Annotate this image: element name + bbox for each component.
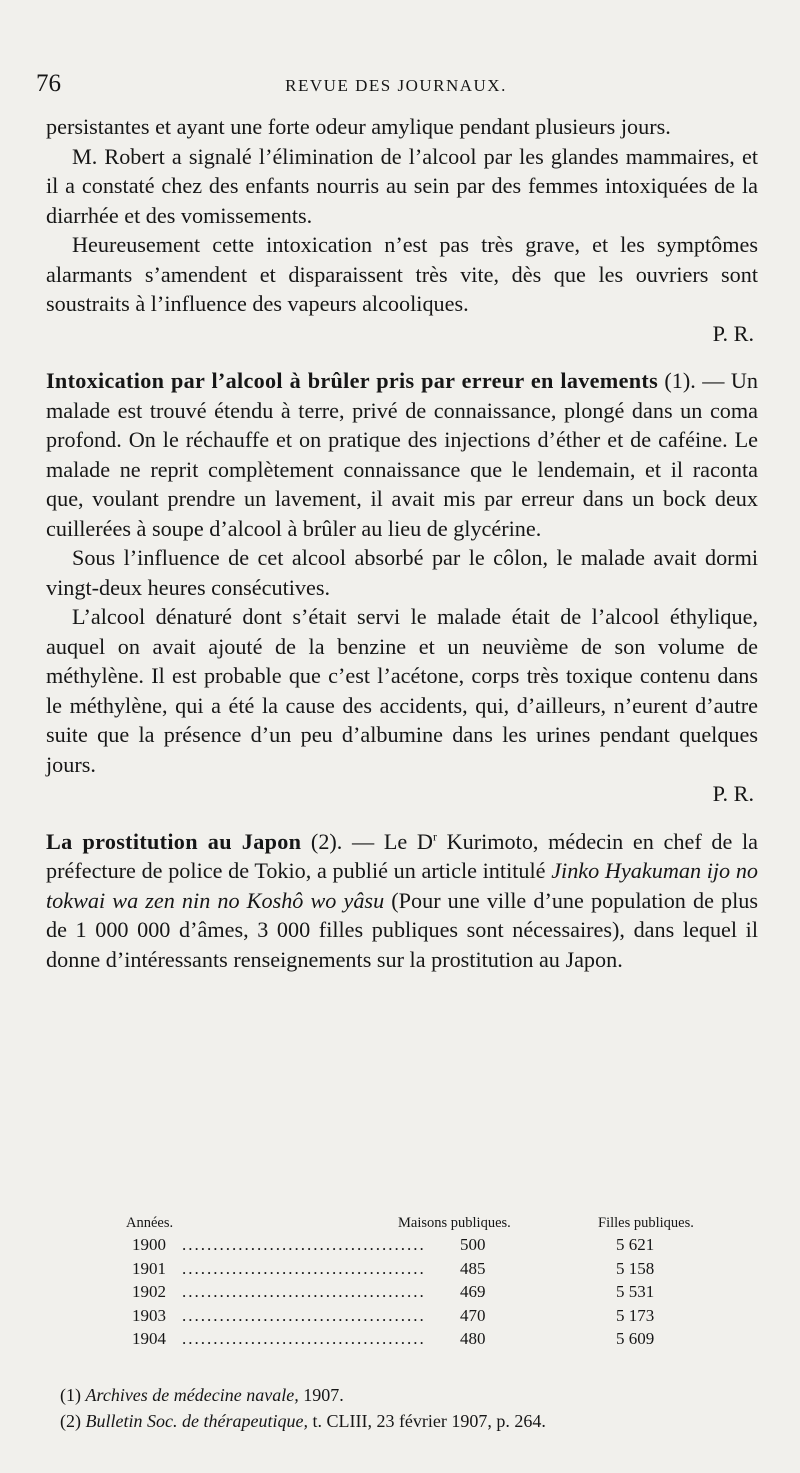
article-2-lead-sup: r <box>432 829 437 844</box>
row-maisons: 480 <box>460 1329 486 1348</box>
body-text <box>46 112 758 974</box>
footnote-2-number: (2) <box>60 1411 86 1431</box>
row-filles: 5 158 <box>616 1258 655 1278</box>
row-maisons: 470 <box>460 1305 486 1325</box>
article-1-lead: — Un malade est trouvé étendu à terre, privé de connaissance, plongé dans un coma profond. On le réchauffe et on pratique des injections d’éther et de caféine. Le malade ne reprit complètement connaissance que le lendemain, et il raconta que, voulant prendre un lavement, il avait mis par erreur dans un bock deux cuillerées à soupe d’alcool à brûler au lieu de glycérine. <box>46 368 758 541</box>
row-filles: 5 621 <box>616 1235 655 1254</box>
table-row <box>120 1306 740 1330</box>
footnote-2-rest: t. CLIII, 23 février 1907, p. 264. <box>307 1411 546 1431</box>
article-1-paragraph-1 <box>46 366 758 543</box>
row-filles: 5 173 <box>616 1305 655 1325</box>
table-header <box>120 1215 740 1235</box>
row-year: 1902 <box>132 1282 166 1301</box>
row-year: 1900 <box>132 1235 166 1254</box>
article-1-paragraph-3: L’alcool dénaturé dont s’était servi le malade était de l’alcool éthylique, auquel on avait ajouté de la benzine et un neuvième de son volume de méthylène. Il est probable que c’est l’acétone, corps très toxique contenu dans le méthylène, qui a été la cause des accidents, qui, d’ailleurs, n’eurent d’autre suite que la présence d’un peu d’albumine dans les urines pendant quelques jours. <box>46 604 758 777</box>
leader-dots: ....................................... <box>182 1282 426 1301</box>
row-filles: 5 609 <box>616 1329 655 1348</box>
table-row <box>120 1329 740 1353</box>
footnote-1-title: Archives de médecine navale, <box>85 1385 299 1405</box>
leader-dots: ....................................... <box>182 1235 426 1254</box>
signature-1: P. R. <box>712 320 754 346</box>
table-row <box>120 1259 740 1283</box>
row-maisons: 469 <box>460 1282 486 1301</box>
footnote-1-rest: 1907. <box>298 1385 344 1405</box>
running-title: REVUE DES JOURNAUX. <box>285 76 507 95</box>
footnote-2 <box>60 1408 760 1434</box>
row-maisons: 500 <box>460 1235 486 1254</box>
row-filles: 5 531 <box>616 1282 655 1301</box>
article-2-lead-end: (Pour une ville d’une population de plus de 1 000 000 d’âmes, 3 000 filles publiques sont nécessaires), dans lequel il donne d’intéressants renseignements sur la prostitution au Japon. <box>46 887 759 972</box>
footnote-2-title: Bulletin Soc. de thérapeutique, <box>85 1411 308 1431</box>
statistics-table <box>120 1215 740 1353</box>
article-1-ref: (1). <box>658 368 696 393</box>
footnote-1-number: (1) <box>60 1385 86 1405</box>
row-maisons: 485 <box>460 1258 486 1278</box>
column-header-maisons: Maisons publiques. <box>398 1215 511 1231</box>
footnote-1 <box>60 1382 760 1408</box>
leader-dots: ....................................... <box>182 1305 426 1325</box>
column-header-year: Années. <box>126 1215 174 1231</box>
row-year: 1904 <box>132 1329 166 1348</box>
continuation-paragraph-2: M. Robert a signalé l’élimination de l’alcool par les glandes mammaires, et il a constaté chez des enfants nourris au sein par des femmes intoxiquées de la diarrhée et des vomissements. <box>46 143 758 228</box>
table-row <box>120 1235 740 1259</box>
row-year: 1901 <box>132 1258 166 1278</box>
spacer <box>46 809 758 827</box>
leader-dots: ....................................... <box>182 1258 426 1278</box>
continuation-paragraph-1: persistantes et ayant une forte odeur amylique pendant plusieurs jours. <box>46 114 671 139</box>
signature-2: P. R. <box>712 781 754 806</box>
article-1-title: Intoxication par l’alcool à brûler pris par erreur en lavements <box>46 368 658 393</box>
japanese-article-title: Jinko Hyakuman ijo no tokwai wa zen nin no Koshô wo yâsu <box>46 858 759 913</box>
article-2-ref: (2). <box>301 828 343 854</box>
leader-dots: ....................................... <box>182 1329 426 1348</box>
page-header <box>36 70 756 104</box>
article-2-title: La prostitution au Japon <box>46 828 302 854</box>
article-2-paragraph-1 <box>46 827 758 975</box>
column-header-filles: Filles publiques. <box>598 1215 694 1231</box>
page-number: 76 <box>36 70 61 97</box>
article-1-paragraph-2: Sous l’influence de cet alcool absorbé par le côlon, le malade avait dormi vingt-deux heures consécutives. <box>46 545 758 600</box>
article-2-lead-cont: Kurimoto, médecin en chef de la préfecture de police de Tokio, a publié un article intitulé <box>46 828 758 883</box>
article-2-lead: — Le D <box>342 828 433 854</box>
spacer <box>46 348 758 366</box>
table-row <box>120 1282 740 1306</box>
row-year: 1903 <box>132 1305 166 1325</box>
footnotes <box>60 1382 760 1434</box>
continuation-paragraph-3: Heureusement cette intoxication n’est pas très grave, et les symptômes alarmants s’amendent et disparaissent très vite, dès que les ouvriers sont soustraits à l’influence des vapeurs alcooliques. <box>46 232 758 316</box>
